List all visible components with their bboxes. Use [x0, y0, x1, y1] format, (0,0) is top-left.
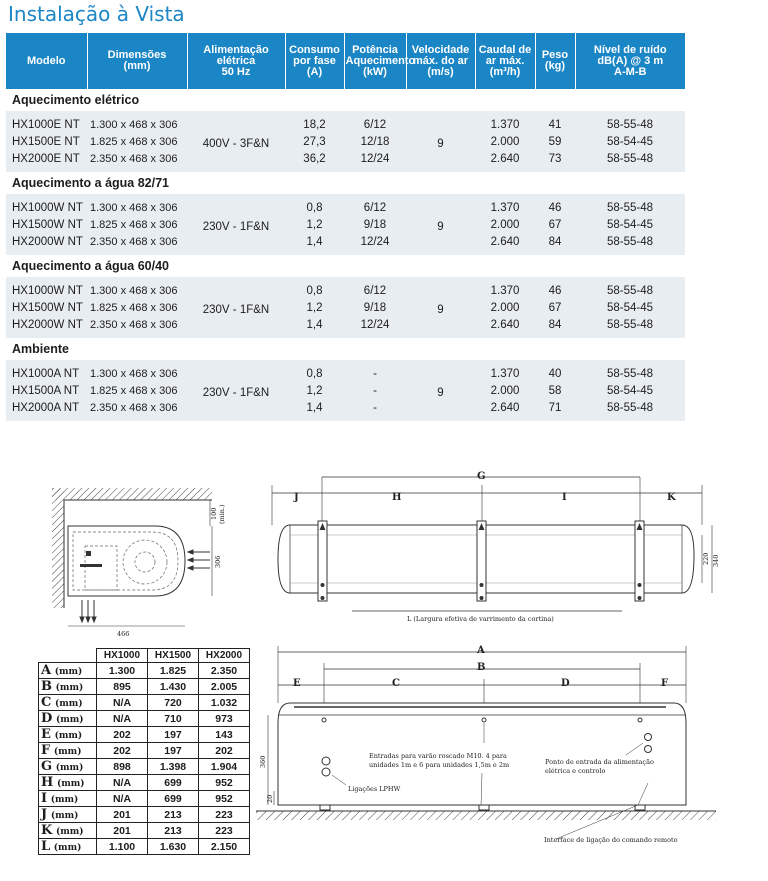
table-row: [6, 299, 685, 316]
cell-weight: 84: [535, 316, 575, 338]
cell-weight: 73: [535, 150, 575, 172]
cell-value: N/A: [97, 695, 148, 711]
cell-model: HX1500E NT: [6, 133, 87, 150]
column-header: Caudal de ar máx. (m³/h): [475, 33, 535, 89]
row-label: B (mm): [39, 679, 97, 695]
cell-value: 710: [148, 711, 199, 727]
row-label: E (mm): [39, 727, 97, 743]
cell-air-speed: 9: [406, 194, 475, 255]
section-title: Ambiente: [6, 338, 685, 360]
dim-label-F: F: [661, 678, 669, 689]
cell-value: 202: [97, 727, 148, 743]
cell-value: 699: [148, 791, 199, 807]
cell-power-supply: 230V - 1F&N: [187, 277, 285, 338]
row-label: K (mm): [39, 823, 97, 839]
note-m10: Entradas para varão roscado M10. 4 para: [369, 752, 507, 760]
dim-min: (min.): [218, 504, 226, 524]
cell-model: HX2000E NT: [6, 150, 87, 172]
cell-current: 1,2: [285, 382, 344, 399]
cell-dim: 2.350 x 468 x 306: [87, 399, 187, 421]
column-header: Alimentação elétrica 50 Hz: [187, 33, 285, 89]
row-label: G (mm): [39, 759, 97, 775]
dimension-table: [38, 648, 250, 855]
cell-heat: 9/18: [344, 216, 406, 233]
cell-model: HX1000A NT: [6, 360, 87, 382]
cell-model: HX1500W NT: [6, 299, 87, 316]
table-row: [39, 711, 250, 727]
section-title: Aquecimento a água 82/71: [6, 172, 685, 194]
cell-value: 973: [199, 711, 250, 727]
dim-label-I: I: [562, 492, 567, 503]
cell-air-speed: 9: [406, 360, 475, 421]
dim-20: 20: [266, 794, 274, 803]
dim-label-H: H: [392, 492, 402, 503]
cell-value: 1.398: [148, 759, 199, 775]
column-header: Dimensões (mm): [87, 33, 187, 89]
cell-weight: 58: [535, 382, 575, 399]
cell-model: HX1000E NT: [6, 111, 87, 133]
table-row: [6, 399, 685, 421]
cell-value: 699: [148, 775, 199, 791]
cell-heat: 12/18: [344, 133, 406, 150]
cell-flow: 2.640: [475, 233, 535, 255]
cell-value: 223: [199, 823, 250, 839]
cell-flow: 1.370: [475, 360, 535, 382]
cell-flow: 2.000: [475, 216, 535, 233]
cell-dim: 1.300 x 468 x 306: [87, 360, 187, 382]
cell-value: 202: [97, 743, 148, 759]
cell-noise: 58-54-45: [575, 382, 685, 399]
cell-value: 1.430: [148, 679, 199, 695]
cell-dim: 2.350 x 468 x 306: [87, 316, 187, 338]
table-row: [6, 316, 685, 338]
side-view-drawing: [40, 480, 240, 638]
cell-model: HX2000W NT: [6, 316, 87, 338]
table-row: [6, 360, 685, 382]
dimension-table-header: [39, 649, 250, 663]
cell-value: 2.350: [199, 663, 250, 679]
cell-dim: 2.350 x 468 x 306: [87, 150, 187, 172]
cell-value: 202: [199, 743, 250, 759]
table-row: [39, 775, 250, 791]
cell-heat: 6/12: [344, 277, 406, 299]
table-header-row: [6, 33, 685, 89]
row-label: L (mm): [39, 839, 97, 855]
cell-weight: 84: [535, 233, 575, 255]
cell-weight: 41: [535, 111, 575, 133]
cell-dim: 1.300 x 468 x 306: [87, 111, 187, 133]
cell-weight: 67: [535, 299, 575, 316]
section-title: Aquecimento elétrico: [6, 89, 685, 111]
cell-value: 223: [199, 807, 250, 823]
cell-dim: 1.825 x 468 x 306: [87, 299, 187, 316]
cell-noise: 58-55-48: [575, 233, 685, 255]
column-header: Nível de ruído dB(A) @ 3 m A-M-B: [575, 33, 685, 89]
cell-dim: 1.300 x 468 x 306: [87, 194, 187, 216]
table-row: [6, 194, 685, 216]
dim-306: 306: [214, 555, 222, 568]
note-m10-2: unidades 1m e 6 para unidades 1,5m e 2m: [369, 761, 510, 769]
cell-value: 952: [199, 791, 250, 807]
cell-noise: 58-55-48: [575, 399, 685, 421]
cell-value: N/A: [97, 775, 148, 791]
table-row: [6, 111, 685, 133]
column-header: Potência Aquecimento (kW): [344, 33, 406, 89]
cell-value: 1.825: [148, 663, 199, 679]
row-label: H (mm): [39, 775, 97, 791]
dim-label-G: G: [477, 471, 486, 482]
cell-value: 143: [199, 727, 250, 743]
cell-air-speed: 9: [406, 111, 475, 172]
cell-current: 18,2: [285, 111, 344, 133]
column-header: HX2000: [199, 649, 250, 663]
cell-value: 1.032: [199, 695, 250, 711]
table-row: [6, 133, 685, 150]
cell-value: 213: [148, 807, 199, 823]
row-label: D (mm): [39, 711, 97, 727]
cell-air-speed: 9: [406, 277, 475, 338]
cell-heat: 12/24: [344, 233, 406, 255]
table-row: [39, 727, 250, 743]
cell-heat: 6/12: [344, 194, 406, 216]
note-remote: Interface de ligação do comando remoto: [544, 836, 678, 844]
table-row: [39, 839, 250, 855]
dim-340: 340: [712, 554, 720, 567]
cell-flow: 2.000: [475, 299, 535, 316]
cell-current: 0,8: [285, 360, 344, 382]
cell-heat: 12/24: [344, 150, 406, 172]
front-view-drawing: [262, 465, 722, 630]
row-label: F (mm): [39, 743, 97, 759]
page-title: Instalação à Vista: [8, 2, 185, 26]
cell-current: 27,3: [285, 133, 344, 150]
column-header: Velocidade máx. do ar (m/s): [406, 33, 475, 89]
cell-value: 213: [148, 823, 199, 839]
cell-noise: 58-55-48: [575, 150, 685, 172]
cell-model: HX2000W NT: [6, 233, 87, 255]
cell-power-supply: 230V - 1F&N: [187, 194, 285, 255]
cell-current: 1,2: [285, 216, 344, 233]
table-row: [39, 679, 250, 695]
cell-value: 201: [97, 807, 148, 823]
column-header: Modelo: [6, 33, 87, 89]
table-row: [6, 150, 685, 172]
table-row: [39, 759, 250, 775]
cell-flow: 2.000: [475, 382, 535, 399]
dim-360: 360: [259, 755, 267, 768]
cell-value: 720: [148, 695, 199, 711]
cell-heat: 9/18: [344, 299, 406, 316]
column-header: HX1500: [148, 649, 199, 663]
cell-flow: 2.640: [475, 150, 535, 172]
caption-L: L (Largura efetiva de varrimento da cortina): [407, 615, 554, 623]
table-row: [6, 382, 685, 399]
cell-value: 1.904: [199, 759, 250, 775]
cell-dim: 1.300 x 468 x 306: [87, 277, 187, 299]
dim-label-B: B: [477, 662, 486, 673]
cell-noise: 58-54-45: [575, 216, 685, 233]
dim-label-K: K: [667, 492, 676, 503]
cell-model: HX1000W NT: [6, 194, 87, 216]
cell-noise: 58-54-45: [575, 299, 685, 316]
cell-dim: 1.825 x 468 x 306: [87, 382, 187, 399]
cell-value: 201: [97, 823, 148, 839]
cell-power-supply: 230V - 1F&N: [187, 360, 285, 421]
table-row: [39, 823, 250, 839]
cell-value: N/A: [97, 791, 148, 807]
dim-label-J: J: [294, 492, 299, 503]
cell-noise: 58-55-48: [575, 360, 685, 382]
table-row: [39, 663, 250, 679]
dim-466: 466: [117, 630, 130, 638]
cell-current: 1,4: [285, 233, 344, 255]
cell-value: 952: [199, 775, 250, 791]
cell-power-supply: 400V - 3F&N: [187, 111, 285, 172]
rear-view-drawing: [256, 643, 726, 848]
blank-header: [39, 649, 97, 663]
dim-220: 220: [702, 552, 710, 565]
cell-weight: 46: [535, 277, 575, 299]
cell-noise: 58-55-48: [575, 277, 685, 299]
dim-label-D: D: [561, 678, 570, 689]
cell-weight: 40: [535, 360, 575, 382]
cell-value: 2.150: [199, 839, 250, 855]
cell-model: HX2000A NT: [6, 399, 87, 421]
cell-weight: 46: [535, 194, 575, 216]
cell-dim: 1.825 x 468 x 306: [87, 216, 187, 233]
cell-heat: -: [344, 382, 406, 399]
cell-heat: -: [344, 360, 406, 382]
cell-flow: 1.370: [475, 111, 535, 133]
cell-value: 1.630: [148, 839, 199, 855]
cell-flow: 1.370: [475, 277, 535, 299]
row-label: C (mm): [39, 695, 97, 711]
note-power: Ponto de entrada da alimentação: [545, 758, 654, 766]
cell-current: 0,8: [285, 277, 344, 299]
cell-current: 1,4: [285, 316, 344, 338]
cell-dim: 2.350 x 468 x 306: [87, 233, 187, 255]
cell-current: 1,2: [285, 299, 344, 316]
cell-value: 197: [148, 727, 199, 743]
cell-heat: -: [344, 399, 406, 421]
cell-heat: 12/24: [344, 316, 406, 338]
cell-value: 2.005: [199, 679, 250, 695]
column-header: Consumo por fase (A): [285, 33, 344, 89]
row-label: I (mm): [39, 791, 97, 807]
cell-weight: 67: [535, 216, 575, 233]
cell-model: HX1500A NT: [6, 382, 87, 399]
cell-flow: 2.000: [475, 133, 535, 150]
note-power-2: elétrica e controlo: [545, 767, 606, 775]
cell-noise: 58-55-48: [575, 316, 685, 338]
table-row: [6, 277, 685, 299]
dim-label-E: E: [293, 678, 301, 689]
cell-value: 1.300: [97, 663, 148, 679]
cell-value: 895: [97, 679, 148, 695]
dim-label-C: C: [392, 678, 400, 689]
cell-value: 197: [148, 743, 199, 759]
table-row: [39, 791, 250, 807]
cell-flow: 2.640: [475, 399, 535, 421]
table-row: [39, 807, 250, 823]
cell-noise: 58-54-45: [575, 133, 685, 150]
column-header: Peso (kg): [535, 33, 575, 89]
cell-flow: 2.640: [475, 316, 535, 338]
cell-current: 0,8: [285, 194, 344, 216]
cell-heat: 6/12: [344, 111, 406, 133]
cell-model: HX1500W NT: [6, 216, 87, 233]
dim-label-A: A: [477, 645, 485, 656]
dim-100: 100: [210, 507, 218, 520]
table-row: [6, 216, 685, 233]
section-title: Aquecimento a água 60/40: [6, 255, 685, 277]
cell-noise: 58-55-48: [575, 111, 685, 133]
cell-weight: 71: [535, 399, 575, 421]
cell-model: HX1000W NT: [6, 277, 87, 299]
cell-current: 1,4: [285, 399, 344, 421]
note-lphw: Ligações LPHW: [348, 785, 401, 793]
table-row: [39, 743, 250, 759]
table-row: [39, 695, 250, 711]
row-label: A (mm): [39, 663, 97, 679]
table-row: [6, 233, 685, 255]
cell-flow: 1.370: [475, 194, 535, 216]
cell-weight: 59: [535, 133, 575, 150]
cell-value: N/A: [97, 711, 148, 727]
column-header: HX1000: [97, 649, 148, 663]
row-label: J (mm): [39, 807, 97, 823]
cell-noise: 58-55-48: [575, 194, 685, 216]
cell-current: 36,2: [285, 150, 344, 172]
cell-value: 1.100: [97, 839, 148, 855]
cell-dim: 1.825 x 468 x 306: [87, 133, 187, 150]
cell-value: 898: [97, 759, 148, 775]
specifications-table: [6, 33, 685, 421]
